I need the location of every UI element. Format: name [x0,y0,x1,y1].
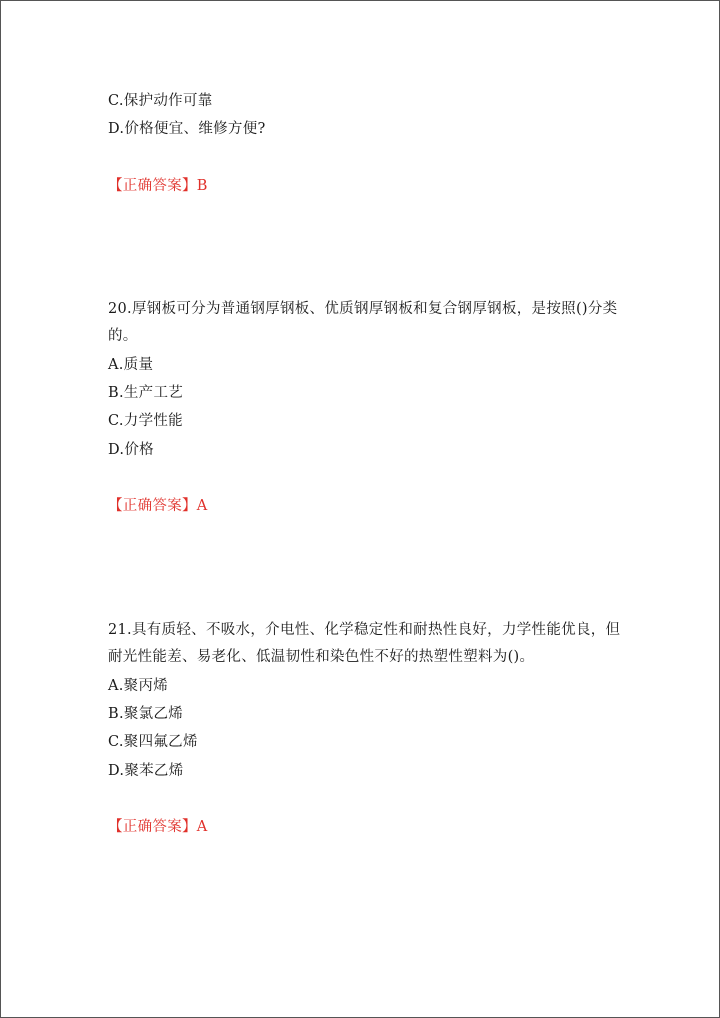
q20-option-d: D.价格 [108,442,154,458]
q21-option-b: B.聚氯乙烯 [108,706,184,722]
q21-answer: 【正确答案】A [108,819,208,835]
q20-option-a: A.质量 [108,357,154,373]
q20-option-c: C.力学性能 [108,413,183,429]
q20-stem-line2: 的。 [108,328,138,344]
q21-option-c: C.聚四氟乙烯 [108,734,198,750]
q19-option-c: C.保护动作可靠 [108,93,213,109]
q21-option-a: A.聚丙烯 [108,678,169,694]
q20-option-b: B.生产工艺 [108,385,184,401]
q21-option-d: D.聚苯乙烯 [108,763,184,779]
q19-option-d: D.价格便宜、维修方便? [108,121,266,137]
q21-stem-line2: 耐光性能差、易老化、低温韧性和染色性不好的热塑性塑料为()。 [108,649,535,665]
q19-answer: 【正确答案】B [108,178,208,194]
q20-answer: 【正确答案】A [108,498,208,514]
q21-stem-line1: 21.具有质轻、不吸水，介电性、化学稳定性和耐热性良好，力学性能优良，但 [108,622,621,638]
q20-stem-line1: 20.厚钢板可分为普通钢厚钢板、优质钢厚钢板和复合钢厚钢板，是按照()分类 [108,301,618,317]
